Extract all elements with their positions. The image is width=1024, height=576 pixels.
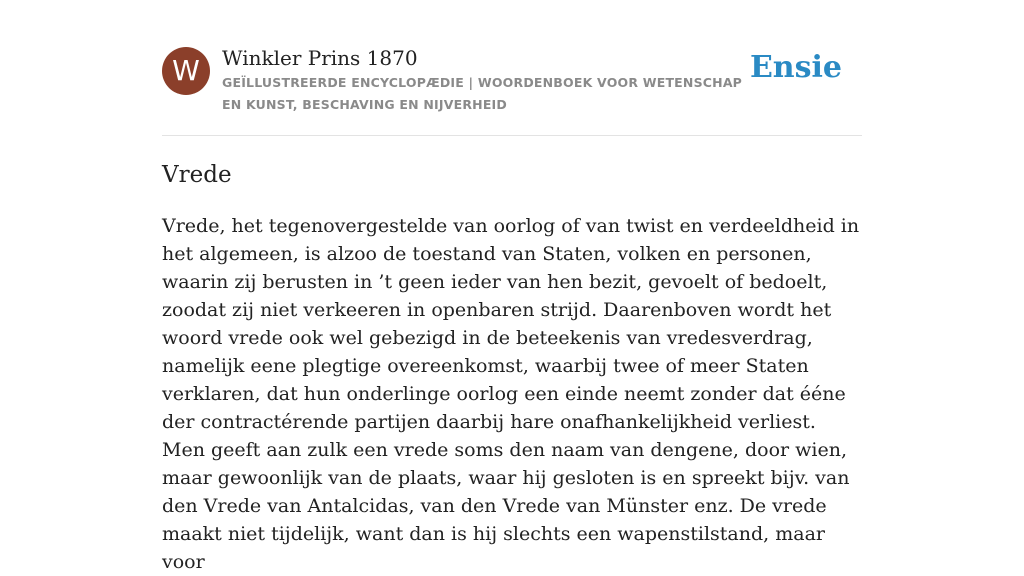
ensie-logo-link[interactable]: Ensie	[749, 50, 842, 85]
source-header	[162, 46, 862, 136]
header-divider	[162, 135, 862, 136]
source-title-link[interactable]: Winkler Prins 1870	[222, 46, 418, 70]
source-avatar[interactable]: W	[162, 47, 210, 95]
entry-title: Vrede	[162, 162, 232, 188]
source-subtitle: GEÏLLUSTREERDE ENCYCLOPÆDIE | WOORDENBOEK VOOR WETENSCHAP EN KUNST, BESCHAVING EN NIJVERHEID	[222, 75, 743, 112]
entry-body: Vrede, het tegenovergestelde van oorlog of van twist en verdeeldheid in het algemeen, is alzoo de toestand van Staten, volken en personen, waarin zij berusten in ’t geen ieder van hen bezit, gevoelt of bedoelt, zoodat zij niet verkeeren in openbaren strijd. Daarenboven wordt het woord vrede ook wel gebezigd in de beteekenis van vredesverdrag, namelijk eene plegtige overeenkomst, waarbij twee of meer Staten verklaren, dat hun onderlinge oorlog een einde neemt zonder dat ééne der contractérende partijen daarbij hare onafhankelijkheid verliest. Men geeft aan zulk een vrede soms den naam van dengene, door wien, maar gewoonlijk van de plaats, waar hij gesloten is en spreekt bijv. van den Vrede van Antalcidas, van den Vrede van Münster enz. De vrede maakt niet tijdelijk, want dan is hij slechts een wapenstilstand, maar voor	[162, 215, 860, 573]
